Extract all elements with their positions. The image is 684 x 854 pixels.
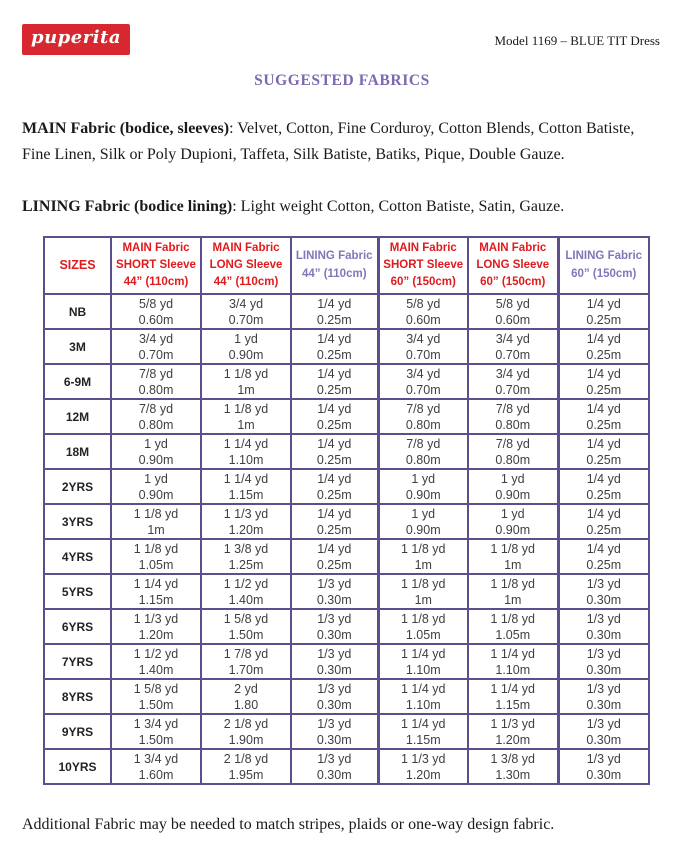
size-label: 18M: [44, 434, 111, 469]
yardage-cell-main-short-60: 1 yd 0.90m: [378, 469, 468, 504]
page-title: SUGGESTED FABRICS: [254, 72, 430, 89]
table-row-4yrs: [44, 539, 649, 574]
size-label: 7YRS: [44, 644, 111, 679]
yardage-cell-main-short-44: 1 1/4 yd 1.15m: [111, 574, 201, 609]
fabric-requirements-table: [43, 236, 650, 786]
yardage-cell-main-short-60: 5/8 yd 0.60m: [378, 294, 468, 329]
model-label: Model 1169 – BLUE TIT Dress: [494, 33, 660, 48]
table-row-8yrs: [44, 679, 649, 714]
yardage-cell-lining-44: 1/4 yd 0.25m: [291, 294, 378, 329]
table-row-9yrs: [44, 714, 649, 749]
table-row-12m: [44, 399, 649, 434]
puperita-logo: puperita: [22, 24, 130, 55]
yardage-cell-lining-44: 1/3 yd 0.30m: [291, 749, 378, 784]
yardage-cell-main-short-60: 7/8 yd 0.80m: [378, 399, 468, 434]
yardage-cell-main-short-44: 1 5/8 yd 1.50m: [111, 679, 201, 714]
yardage-cell-main-long-60: 1 yd 0.90m: [468, 504, 558, 539]
yardage-cell-main-long-60: 1 3/8 yd 1.30m: [468, 749, 558, 784]
yardage-cell-main-long-60: 1 1/8 yd 1m: [468, 574, 558, 609]
yardage-cell-lining-44: 1/4 yd 0.25m: [291, 469, 378, 504]
yardage-cell-main-short-60: 1 1/8 yd 1.05m: [378, 609, 468, 644]
yardage-cell-lining-60: 1/4 yd 0.25m: [558, 504, 649, 539]
yardage-cell-main-long-60: 5/8 yd 0.60m: [468, 294, 558, 329]
yardage-cell-lining-60: 1/3 yd 0.30m: [558, 749, 649, 784]
yardage-cell-main-long-44: 1 1/8 yd 1m: [201, 399, 291, 434]
yardage-cell-main-long-60: 3/4 yd 0.70m: [468, 329, 558, 364]
yardage-cell-lining-60: 1/4 yd 0.25m: [558, 329, 649, 364]
yardage-cell-main-long-44: 1 3/8 yd 1.25m: [201, 539, 291, 574]
yardage-cell-main-short-44: 1 3/4 yd 1.50m: [111, 714, 201, 749]
yardage-cell-main-long-60: 3/4 yd 0.70m: [468, 364, 558, 399]
size-label: 2YRS: [44, 469, 111, 504]
yardage-cell-main-short-60: 1 1/8 yd 1m: [378, 539, 468, 574]
fabric-table-header-row: [44, 237, 649, 295]
table-row-3m: [44, 329, 649, 364]
yardage-cell-main-long-60: 1 1/3 yd 1.20m: [468, 714, 558, 749]
yardage-cell-main-short-44: 7/8 yd 0.80m: [111, 364, 201, 399]
yardage-cell-main-short-60: 1 1/3 yd 1.20m: [378, 749, 468, 784]
table-row-3yrs: [44, 504, 649, 539]
yardage-cell-main-short-44: 1 1/8 yd 1.05m: [111, 539, 201, 574]
yardage-cell-main-short-44: 7/8 yd 0.80m: [111, 399, 201, 434]
column-header-lining-60: LINING Fabric 60” (150cm): [558, 237, 649, 295]
fabric-table-head: [44, 237, 649, 295]
yardage-cell-main-long-60: 1 1/4 yd 1.15m: [468, 679, 558, 714]
column-header-sizes: SIZES: [44, 237, 111, 295]
yardage-cell-main-short-60: 7/8 yd 0.80m: [378, 434, 468, 469]
yardage-cell-lining-60: 1/4 yd 0.25m: [558, 294, 649, 329]
fabric-table-body: [44, 294, 649, 784]
yardage-cell-main-short-60: 1 1/4 yd 1.10m: [378, 679, 468, 714]
size-label: 6YRS: [44, 609, 111, 644]
table-row-7yrs: [44, 644, 649, 679]
yardage-cell-main-short-60: 1 yd 0.90m: [378, 504, 468, 539]
yardage-cell-lining-60: 1/3 yd 0.30m: [558, 574, 649, 609]
yardage-cell-main-short-44: 1 3/4 yd 1.60m: [111, 749, 201, 784]
column-header-main-long-60: MAIN Fabric LONG Sleeve 60” (150cm): [468, 237, 558, 295]
size-label: 12M: [44, 399, 111, 434]
yardage-cell-main-short-44: 1 1/2 yd 1.40m: [111, 644, 201, 679]
yardage-cell-main-long-44: 1 yd 0.90m: [201, 329, 291, 364]
yardage-cell-main-short-60: 1 1/8 yd 1m: [378, 574, 468, 609]
yardage-cell-main-long-44: 1 7/8 yd 1.70m: [201, 644, 291, 679]
yardage-cell-main-long-44: 1 1/4 yd 1.10m: [201, 434, 291, 469]
size-label: 10YRS: [44, 749, 111, 784]
yardage-cell-main-long-60: 7/8 yd 0.80m: [468, 434, 558, 469]
yardage-cell-lining-44: 1/3 yd 0.30m: [291, 609, 378, 644]
additional-fabric-note: Additional Fabric may be needed to match stripes, plaids or one-way design fabric.: [22, 816, 555, 834]
yardage-cell-main-short-60: 3/4 yd 0.70m: [378, 364, 468, 399]
yardage-cell-main-long-60: 7/8 yd 0.80m: [468, 399, 558, 434]
lining-fabric-paragraph: [22, 194, 660, 220]
yardage-cell-main-short-44: 1 yd 0.90m: [111, 434, 201, 469]
yardage-cell-lining-44: 1/4 yd 0.25m: [291, 434, 378, 469]
yardage-cell-main-short-44: 5/8 yd 0.60m: [111, 294, 201, 329]
column-header-lining-44: LINING Fabric 44” (110cm): [291, 237, 378, 295]
column-header-main-long-44: MAIN Fabric LONG Sleeve 44” (110cm): [201, 237, 291, 295]
lining-fabric-label: LINING Fabric (bodice lining): [22, 197, 233, 215]
yardage-cell-lining-60: 1/4 yd 0.25m: [558, 434, 649, 469]
yardage-cell-lining-44: 1/3 yd 0.30m: [291, 644, 378, 679]
main-fabric-text: : Velvet, Cotton, Fine Corduroy, Cotton Blends, Cotton Batiste, Fine Linen, Silk or Poly Dupioni, Taffeta, Silk Batiste, Batiks, Pique, Double Gauze.: [22, 120, 635, 163]
size-label: 3M: [44, 329, 111, 364]
size-label: NB: [44, 294, 111, 329]
page-header: [0, 0, 684, 55]
main-fabric-label: MAIN Fabric (bodice, sleeves): [22, 120, 230, 137]
yardage-cell-main-long-44: 3/4 yd 0.70m: [201, 294, 291, 329]
table-row-2yrs: [44, 469, 649, 504]
yardage-cell-main-long-44: 1 1/3 yd 1.20m: [201, 504, 291, 539]
column-header-main-short-44: MAIN Fabric SHORT Sleeve 44” (110cm): [111, 237, 201, 295]
yardage-cell-main-short-44: 3/4 yd 0.70m: [111, 329, 201, 364]
yardage-cell-main-long-60: 1 1/4 yd 1.10m: [468, 644, 558, 679]
yardage-cell-main-long-60: 1 1/8 yd 1.05m: [468, 609, 558, 644]
yardage-cell-main-short-44: 1 1/8 yd 1m: [111, 504, 201, 539]
yardage-cell-main-short-60: 3/4 yd 0.70m: [378, 329, 468, 364]
yardage-cell-main-short-60: 1 1/4 yd 1.10m: [378, 644, 468, 679]
yardage-cell-main-short-44: 1 yd 0.90m: [111, 469, 201, 504]
yardage-cell-main-long-44: 1 1/4 yd 1.15m: [201, 469, 291, 504]
yardage-cell-main-long-44: 2 1/8 yd 1.90m: [201, 714, 291, 749]
table-row-10yrs: [44, 749, 649, 784]
yardage-cell-lining-44: 1/3 yd 0.30m: [291, 714, 378, 749]
yardage-cell-lining-60: 1/4 yd 0.25m: [558, 364, 649, 399]
column-header-main-short-60: MAIN Fabric SHORT Sleeve 60” (150cm): [378, 237, 468, 295]
yardage-cell-lining-60: 1/3 yd 0.30m: [558, 679, 649, 714]
size-label: 9YRS: [44, 714, 111, 749]
yardage-cell-lining-60: 1/4 yd 0.25m: [558, 539, 649, 574]
yardage-cell-main-long-44: 1 5/8 yd 1.50m: [201, 609, 291, 644]
table-row-6-9m: [44, 364, 649, 399]
yardage-cell-lining-44: 1/4 yd 0.25m: [291, 399, 378, 434]
yardage-cell-lining-60: 1/4 yd 0.25m: [558, 469, 649, 504]
size-label: 3YRS: [44, 504, 111, 539]
table-row-nb: [44, 294, 649, 329]
size-label: 4YRS: [44, 539, 111, 574]
yardage-cell-main-short-60: 1 1/4 yd 1.15m: [378, 714, 468, 749]
yardage-cell-lining-44: 1/4 yd 0.25m: [291, 329, 378, 364]
yardage-cell-main-long-60: 1 1/8 yd 1m: [468, 539, 558, 574]
size-label: 8YRS: [44, 679, 111, 714]
yardage-cell-main-long-44: 2 1/8 yd 1.95m: [201, 749, 291, 784]
yardage-cell-lining-60: 1/3 yd 0.30m: [558, 609, 649, 644]
size-label: 5YRS: [44, 574, 111, 609]
yardage-cell-main-long-44: 2 yd 1.80: [201, 679, 291, 714]
yardage-cell-lining-44: 1/3 yd 0.30m: [291, 574, 378, 609]
yardage-cell-lining-60: 1/3 yd 0.30m: [558, 644, 649, 679]
yardage-cell-lining-44: 1/4 yd 0.25m: [291, 364, 378, 399]
yardage-cell-main-long-44: 1 1/8 yd 1m: [201, 364, 291, 399]
yardage-cell-main-long-44: 1 1/2 yd 1.40m: [201, 574, 291, 609]
size-label: 6-9M: [44, 364, 111, 399]
yardage-cell-lining-60: 1/4 yd 0.25m: [558, 399, 649, 434]
yardage-cell-lining-44: 1/4 yd 0.25m: [291, 504, 378, 539]
yardage-cell-lining-44: 1/3 yd 0.30m: [291, 679, 378, 714]
yardage-cell-main-short-44: 1 1/3 yd 1.20m: [111, 609, 201, 644]
yardage-cell-lining-44: 1/4 yd 0.25m: [291, 539, 378, 574]
table-row-5yrs: [44, 574, 649, 609]
table-row-18m: [44, 434, 649, 469]
table-row-6yrs: [44, 609, 649, 644]
yardage-cell-lining-60: 1/3 yd 0.30m: [558, 714, 649, 749]
lining-fabric-text: : Light weight Cotton, Cotton Batiste, Satin, Gauze.: [232, 197, 565, 215]
main-fabric-paragraph: [22, 116, 660, 168]
yardage-cell-main-long-60: 1 yd 0.90m: [468, 469, 558, 504]
